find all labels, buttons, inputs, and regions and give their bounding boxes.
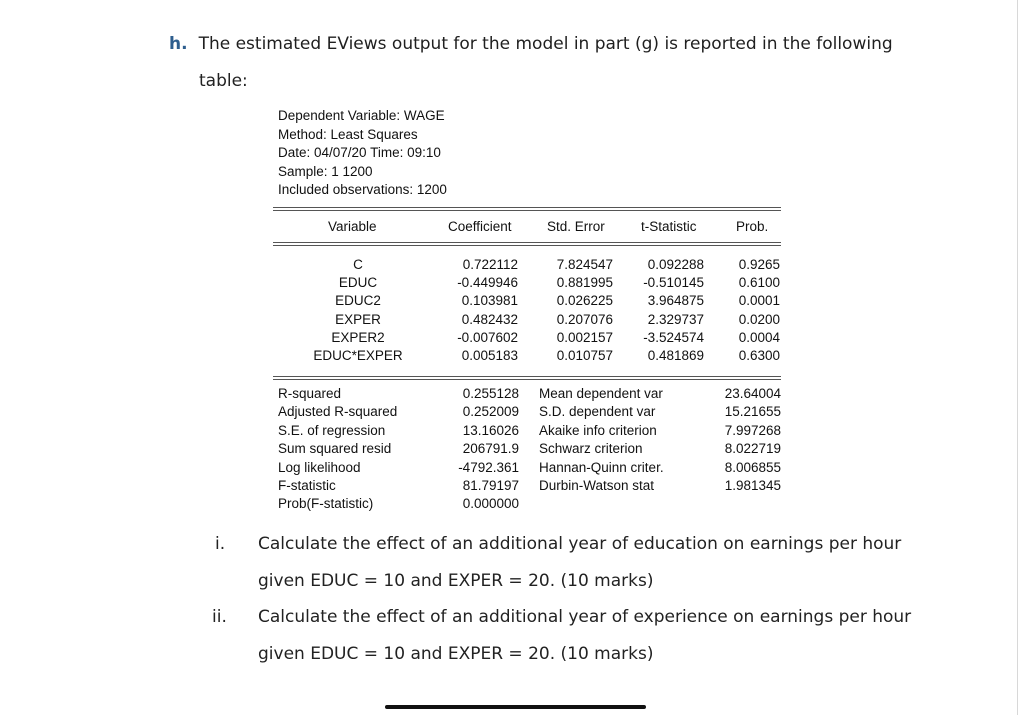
- header-rule: [273, 242, 781, 243]
- stat-label: F-statistic: [278, 478, 336, 493]
- stat-value: 23.64004: [724, 386, 781, 401]
- coef-variable: EXPER2: [331, 330, 385, 345]
- header-prob: Prob.: [736, 219, 769, 234]
- coef-row: [273, 312, 781, 330]
- coef-t-statistic: -3.524574: [643, 330, 704, 345]
- question-label: h.: [169, 34, 188, 54]
- header-variable: Variable: [328, 219, 377, 234]
- coef-coefficient: 0.103981: [461, 293, 518, 308]
- page-edge: [1017, 0, 1018, 715]
- stat-label: Adjusted R-squared: [278, 404, 398, 419]
- coef-coefficient: -0.007602: [457, 330, 518, 345]
- coef-t-statistic: 3.964875: [647, 293, 704, 308]
- meta-date: Date: 04/07/20 Time: 09:10: [278, 145, 441, 160]
- coef-prob: 0.0004: [738, 330, 780, 345]
- meta-method: Method: Least Squares: [278, 127, 418, 142]
- coef-variable: EXPER: [335, 312, 381, 327]
- coef-bottom-rule: [273, 376, 781, 377]
- stat-label: S.D. dependent var: [539, 404, 656, 419]
- coef-std-error: 0.002157: [556, 330, 613, 345]
- meta-dependent-variable: Dependent Variable: WAGE: [278, 108, 445, 123]
- coef-row: [273, 257, 781, 275]
- stat-value: 0.000000: [462, 496, 519, 511]
- coef-t-statistic: 2.329737: [647, 312, 704, 327]
- coef-std-error: 0.026225: [556, 293, 613, 308]
- coef-variable: C: [353, 257, 363, 272]
- subquestion-text-line2: given EDUC = 10 and EXPER = 20. (10 marks): [258, 571, 654, 591]
- stats-row: [278, 460, 784, 478]
- subquestion-text-line1: Calculate the effect of an additional year of experience on earnings per hour: [258, 607, 912, 627]
- subquestion-number: i.: [215, 534, 226, 554]
- stat-label: Sum squared resid: [278, 441, 392, 456]
- stat-label: S.E. of regression: [278, 423, 386, 438]
- stat-value: 81.79197: [462, 478, 519, 493]
- stat-label: Prob(F-statistic): [278, 496, 374, 511]
- header-std-error: Std. Error: [547, 219, 605, 234]
- coef-prob: 0.6100: [738, 275, 780, 290]
- stat-value: 8.006855: [724, 460, 781, 475]
- coef-variable: EDUC2: [335, 293, 381, 308]
- stat-value: 7.997268: [724, 423, 781, 438]
- coef-prob: 0.0200: [738, 312, 780, 327]
- coef-variable: EDUC: [338, 275, 378, 290]
- header-rule-2: [273, 245, 781, 246]
- meta-sample: Sample: 1 1200: [278, 164, 373, 179]
- stats-row: [278, 441, 784, 459]
- stats-row: [278, 478, 784, 496]
- subquestion-text-line2: given EDUC = 10 and EXPER = 20. (10 marks): [258, 644, 654, 664]
- stat-label: R-squared: [278, 386, 342, 401]
- stat-label: Mean dependent var: [539, 386, 663, 401]
- stat-value: 0.252009: [462, 404, 519, 419]
- stat-value: 0.255128: [462, 386, 519, 401]
- question-heading: [169, 33, 893, 55]
- top-rule: [273, 207, 781, 208]
- coef-row: [273, 348, 781, 366]
- question-text-line2: table:: [199, 71, 248, 91]
- stats-row: [278, 386, 784, 404]
- header-t-statistic: t-Statistic: [641, 219, 697, 234]
- meta-observations: Included observations: 1200: [278, 182, 447, 197]
- question-text-line1: The estimated EViews output for the model in part (g) is reported in the following: [198, 34, 893, 54]
- coef-coefficient: 0.005183: [461, 348, 518, 363]
- coef-coefficient: 0.482432: [461, 312, 518, 327]
- stat-label: Schwarz criterion: [539, 441, 643, 456]
- coef-std-error: 0.010757: [556, 348, 613, 363]
- stat-label: Akaike info criterion: [539, 423, 657, 438]
- stats-row: [278, 404, 784, 422]
- header-coefficient: Coefficient: [448, 219, 512, 234]
- coef-t-statistic: 0.092288: [647, 257, 704, 272]
- stat-value: 8.022719: [724, 441, 781, 456]
- stat-label: Hannan-Quinn criter.: [539, 460, 664, 475]
- coef-variable: EDUC*EXPER: [313, 348, 403, 363]
- coef-row: [273, 293, 781, 311]
- stat-value: 15.21655: [724, 404, 781, 419]
- stat-label: Durbin-Watson stat: [539, 478, 655, 493]
- stats-row: [278, 496, 784, 514]
- stat-value: 13.16026: [462, 423, 519, 438]
- stat-label: Log likelihood: [278, 460, 361, 475]
- coef-prob: 0.9265: [738, 257, 780, 272]
- coef-prob: 0.0001: [738, 293, 780, 308]
- top-rule-2: [273, 210, 781, 211]
- coef-std-error: 7.824547: [556, 257, 613, 272]
- coef-std-error: 0.881995: [556, 275, 613, 290]
- coef-t-statistic: -0.510145: [643, 275, 704, 290]
- home-indicator[interactable]: [385, 705, 646, 709]
- stat-value: -4792.361: [458, 460, 519, 475]
- coef-std-error: 0.207076: [556, 312, 613, 327]
- coef-row: [273, 275, 781, 293]
- coef-bottom-rule-2: [273, 379, 781, 380]
- stat-value: 1.981345: [724, 478, 781, 493]
- coef-row: [273, 330, 781, 348]
- coef-t-statistic: 0.481869: [647, 348, 704, 363]
- stats-row: [278, 423, 784, 441]
- coef-prob: 0.6300: [738, 348, 780, 363]
- coef-coefficient: 0.722112: [462, 257, 518, 272]
- subquestion-number: ii.: [212, 607, 227, 627]
- coef-coefficient: -0.449946: [457, 275, 518, 290]
- subquestion-text-line1: Calculate the effect of an additional year of education on earnings per hour: [258, 534, 902, 554]
- stat-value: 206791.9: [462, 441, 519, 456]
